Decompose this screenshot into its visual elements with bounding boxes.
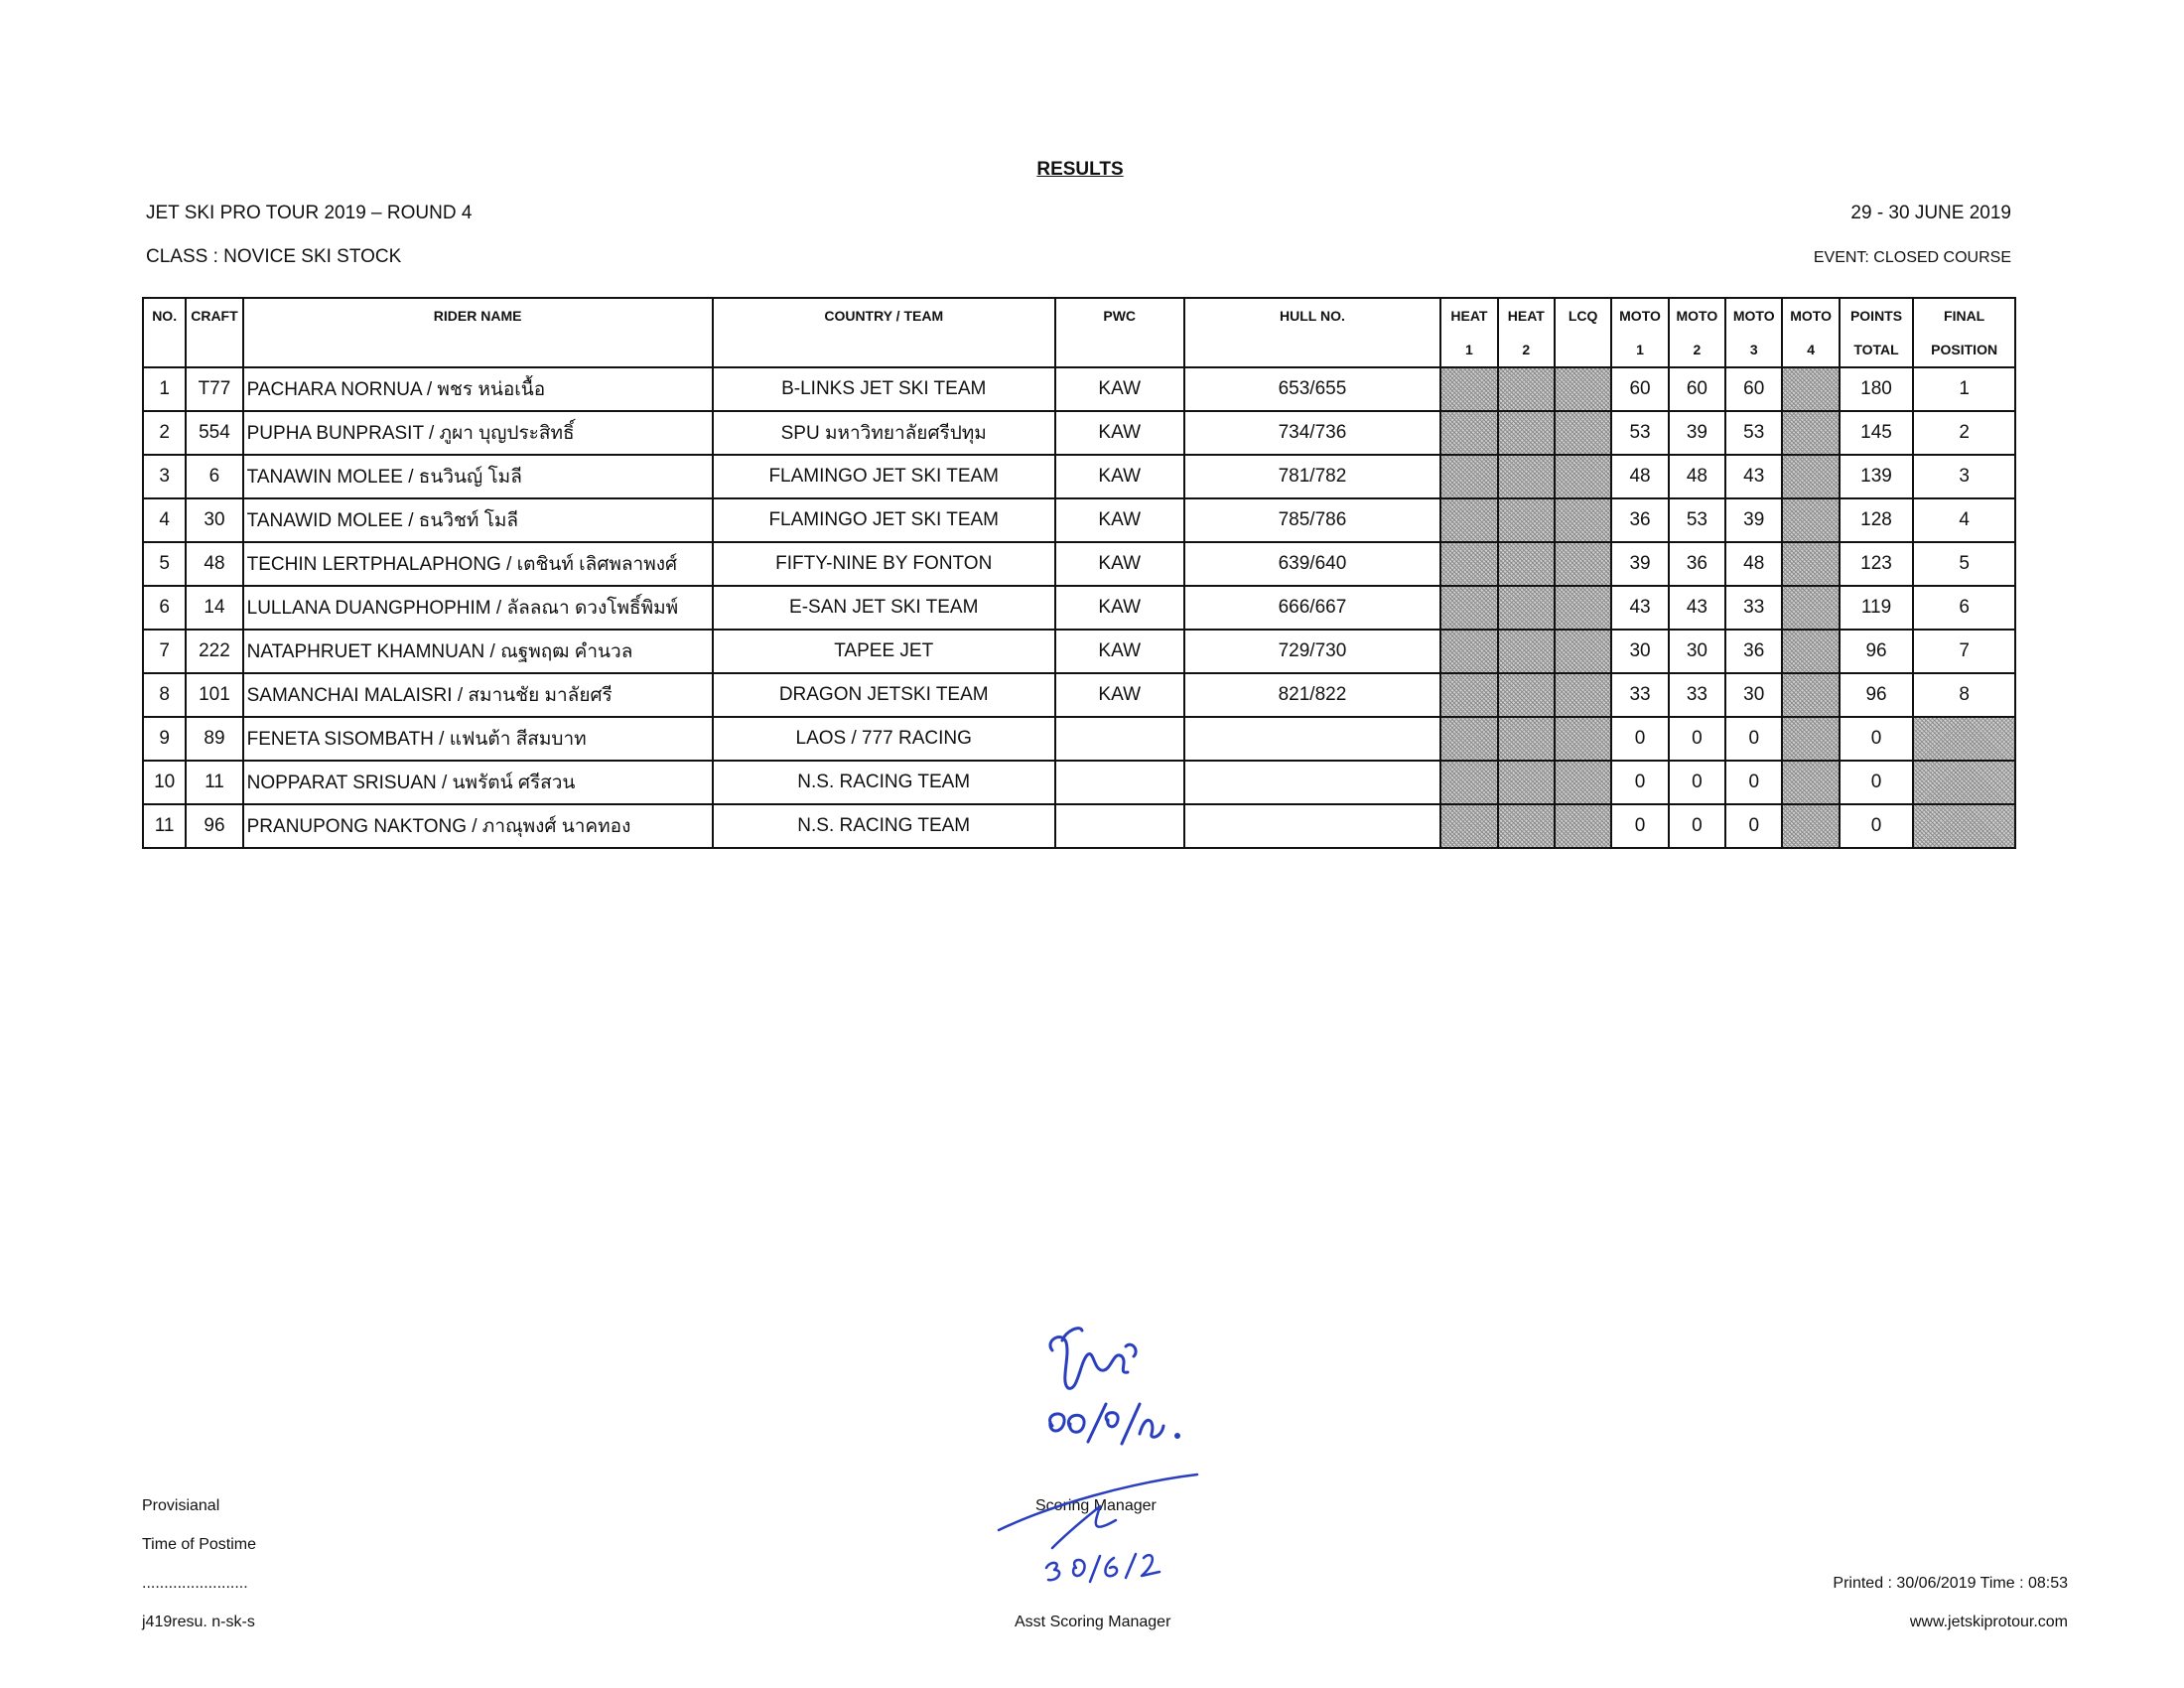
column-header-line2 bbox=[1056, 333, 1183, 366]
cell-final-position bbox=[1913, 761, 2015, 804]
cell-final-position: 6 bbox=[1913, 586, 2015, 630]
column-header-line1: FINAL bbox=[1944, 308, 1985, 324]
cell-moto-4 bbox=[1782, 498, 1839, 542]
cell-moto-2: 33 bbox=[1669, 673, 1725, 717]
cell-heat-1 bbox=[1440, 630, 1497, 673]
cell-rider-name: FENETA SISOMBATH / แฟนต้า สีสมบาท bbox=[243, 717, 713, 761]
cell-moto-4 bbox=[1782, 761, 1839, 804]
cell-craft: 101 bbox=[186, 673, 242, 717]
cell-hull-no bbox=[1184, 761, 1441, 804]
cell-no: 2 bbox=[143, 411, 186, 455]
cell-points-total: 180 bbox=[1840, 367, 1913, 411]
cell-moto-2: 0 bbox=[1669, 804, 1725, 848]
event-type: EVENT: CLOSED COURSE bbox=[1813, 249, 2011, 266]
column-header bbox=[1555, 298, 1611, 367]
cell-heat-1 bbox=[1440, 455, 1497, 498]
cell-heat-1 bbox=[1440, 761, 1497, 804]
cell-rider-name: PACHARA NORNUA / พชร หน่อเนื้อ bbox=[243, 367, 713, 411]
table-row bbox=[143, 717, 2015, 761]
cell-craft: 89 bbox=[186, 717, 242, 761]
cell-moto-3: 30 bbox=[1725, 673, 1782, 717]
cell-heat-2 bbox=[1498, 455, 1555, 498]
cell-heat-1 bbox=[1440, 717, 1497, 761]
results-table bbox=[142, 297, 2016, 849]
cell-points-total: 0 bbox=[1840, 804, 1913, 848]
cell-country-team: E-SAN JET SKI TEAM bbox=[713, 586, 1055, 630]
cell-heat-2 bbox=[1498, 411, 1555, 455]
cell-craft: 48 bbox=[186, 542, 242, 586]
column-header-line2: TOTAL bbox=[1853, 342, 1899, 357]
cell-country-team: B-LINKS JET SKI TEAM bbox=[713, 367, 1055, 411]
cell-pwc: KAW bbox=[1055, 411, 1184, 455]
column-header-line2 bbox=[1185, 333, 1440, 366]
cell-heat-1 bbox=[1440, 673, 1497, 717]
cell-country-team: N.S. RACING TEAM bbox=[713, 761, 1055, 804]
cell-heat-1 bbox=[1440, 498, 1497, 542]
cell-moto-2: 30 bbox=[1669, 630, 1725, 673]
cell-moto-2: 48 bbox=[1669, 455, 1725, 498]
table-row bbox=[143, 455, 2015, 498]
cell-hull-no: 781/782 bbox=[1184, 455, 1441, 498]
cell-moto-1: 53 bbox=[1611, 411, 1668, 455]
cell-final-position: 7 bbox=[1913, 630, 2015, 673]
cell-hull-no: 821/822 bbox=[1184, 673, 1441, 717]
column-header-line2 bbox=[244, 333, 712, 366]
cell-hull-no: 729/730 bbox=[1184, 630, 1441, 673]
cell-moto-3: 39 bbox=[1725, 498, 1782, 542]
cell-points-total: 96 bbox=[1840, 673, 1913, 717]
cell-hull-no bbox=[1184, 717, 1441, 761]
scoring-manager-signature bbox=[1023, 1311, 1221, 1479]
cell-lcq bbox=[1555, 673, 1611, 717]
cell-hull-no: 734/736 bbox=[1184, 411, 1441, 455]
cell-heat-2 bbox=[1498, 717, 1555, 761]
cell-rider-name: LULLANA DUANGPHOPHIM / ลัลลณา ดวงโพธิ์พิมพ์ bbox=[243, 586, 713, 630]
cell-moto-4 bbox=[1782, 804, 1839, 848]
column-header-line2 bbox=[187, 333, 241, 366]
cell-lcq bbox=[1555, 804, 1611, 848]
cell-country-team: SPU มหาวิทยาลัยศรีปทุม bbox=[713, 411, 1055, 455]
cell-moto-1: 43 bbox=[1611, 586, 1668, 630]
cell-moto-4 bbox=[1782, 673, 1839, 717]
cell-hull-no: 639/640 bbox=[1184, 542, 1441, 586]
column-header bbox=[1840, 298, 1913, 367]
cell-no: 4 bbox=[143, 498, 186, 542]
cell-moto-2: 53 bbox=[1669, 498, 1725, 542]
cell-hull-no: 666/667 bbox=[1184, 586, 1441, 630]
cell-lcq bbox=[1555, 498, 1611, 542]
cell-country-team: TAPEE JET bbox=[713, 630, 1055, 673]
cell-rider-name: TECHIN LERTPHALAPHONG / เตชินท์ เลิศพลาพงศ์ bbox=[243, 542, 713, 586]
cell-craft: 11 bbox=[186, 761, 242, 804]
column-header-line1: LCQ bbox=[1568, 308, 1598, 324]
cell-points-total: 0 bbox=[1840, 717, 1913, 761]
cell-moto-1: 30 bbox=[1611, 630, 1668, 673]
column-header-line1: PWC bbox=[1103, 308, 1137, 324]
table-row bbox=[143, 804, 2015, 848]
cell-rider-name: SAMANCHAI MALAISRI / สมานชัย มาลัยศรี bbox=[243, 673, 713, 717]
cell-moto-4 bbox=[1782, 717, 1839, 761]
column-header-line1: POINTS bbox=[1849, 308, 1903, 324]
cell-moto-3: 0 bbox=[1725, 717, 1782, 761]
column-header bbox=[713, 298, 1055, 367]
cell-no: 5 bbox=[143, 542, 186, 586]
cell-heat-2 bbox=[1498, 586, 1555, 630]
column-header-line2: 3 bbox=[1749, 342, 1758, 357]
asst-scoring-manager-label: Asst Scoring Manager bbox=[1015, 1614, 1171, 1630]
column-header bbox=[1611, 298, 1668, 367]
cell-rider-name: TANAWIN MOLEE / ธนวินญ์ โมลี bbox=[243, 455, 713, 498]
postime-dots: ........................ bbox=[142, 1575, 248, 1592]
cell-moto-1: 33 bbox=[1611, 673, 1668, 717]
cell-pwc: KAW bbox=[1055, 455, 1184, 498]
column-header-line1: HEAT bbox=[1507, 308, 1545, 324]
cell-points-total: 119 bbox=[1840, 586, 1913, 630]
printed-timestamp: Printed : 30/06/2019 Time : 08:53 bbox=[1833, 1575, 2068, 1592]
cell-no: 1 bbox=[143, 367, 186, 411]
cell-craft: 14 bbox=[186, 586, 242, 630]
column-header bbox=[1913, 298, 2015, 367]
cell-lcq bbox=[1555, 586, 1611, 630]
scoring-manager-label: Scoring Manager bbox=[1035, 1497, 1157, 1514]
cell-hull-no: 785/786 bbox=[1184, 498, 1441, 542]
cell-heat-2 bbox=[1498, 542, 1555, 586]
cell-final-position: 2 bbox=[1913, 411, 2015, 455]
cell-moto-3: 60 bbox=[1725, 367, 1782, 411]
cell-pwc bbox=[1055, 761, 1184, 804]
cell-hull-no: 653/655 bbox=[1184, 367, 1441, 411]
cell-pwc bbox=[1055, 717, 1184, 761]
column-header-line1: NO. bbox=[152, 308, 178, 324]
cell-no: 10 bbox=[143, 761, 186, 804]
column-header bbox=[1055, 298, 1184, 367]
table-row bbox=[143, 542, 2015, 586]
column-header-line2: 1 bbox=[1465, 342, 1473, 357]
asst-scoring-manager-signature bbox=[993, 1465, 1221, 1599]
column-header bbox=[1498, 298, 1555, 367]
time-of-postime-label: Time of Postime bbox=[142, 1536, 256, 1553]
cell-lcq bbox=[1555, 542, 1611, 586]
cell-country-team: DRAGON JETSKI TEAM bbox=[713, 673, 1055, 717]
column-header-line1: CRAFT bbox=[191, 308, 238, 324]
cell-points-total: 139 bbox=[1840, 455, 1913, 498]
cell-craft: 6 bbox=[186, 455, 242, 498]
table-row bbox=[143, 367, 2015, 411]
cell-final-position: 1 bbox=[1913, 367, 2015, 411]
cell-points-total: 145 bbox=[1840, 411, 1913, 455]
cell-moto-4 bbox=[1782, 367, 1839, 411]
cell-points-total: 128 bbox=[1840, 498, 1913, 542]
cell-craft: 96 bbox=[186, 804, 242, 848]
class-label: CLASS : NOVICE SKI STOCK bbox=[146, 246, 402, 267]
cell-pwc: KAW bbox=[1055, 673, 1184, 717]
cell-rider-name: PRANUPONG NAKTONG / ภาณุพงศ์ นาคทอง bbox=[243, 804, 713, 848]
cell-heat-1 bbox=[1440, 411, 1497, 455]
cell-no: 7 bbox=[143, 630, 186, 673]
cell-heat-1 bbox=[1440, 542, 1497, 586]
column-header bbox=[1184, 298, 1441, 367]
page-title: RESULTS bbox=[1036, 159, 1124, 180]
cell-moto-4 bbox=[1782, 411, 1839, 455]
column-header bbox=[1669, 298, 1725, 367]
cell-no: 6 bbox=[143, 586, 186, 630]
cell-rider-name: TANAWID MOLEE / ธนวิชท์ โมลี bbox=[243, 498, 713, 542]
column-header-line2: 4 bbox=[1807, 342, 1815, 357]
table-row bbox=[143, 411, 2015, 455]
cell-moto-1: 48 bbox=[1611, 455, 1668, 498]
cell-final-position: 3 bbox=[1913, 455, 2015, 498]
cell-country-team: FLAMINGO JET SKI TEAM bbox=[713, 455, 1055, 498]
column-header-line1: RIDER NAME bbox=[433, 308, 522, 324]
cell-lcq bbox=[1555, 630, 1611, 673]
table-row bbox=[143, 586, 2015, 630]
cell-lcq bbox=[1555, 367, 1611, 411]
cell-moto-2: 0 bbox=[1669, 761, 1725, 804]
table-row bbox=[143, 630, 2015, 673]
cell-heat-2 bbox=[1498, 498, 1555, 542]
cell-no: 3 bbox=[143, 455, 186, 498]
cell-country-team: N.S. RACING TEAM bbox=[713, 804, 1055, 848]
cell-moto-1: 0 bbox=[1611, 804, 1668, 848]
cell-rider-name: PUPHA BUNPRASIT / ภูผา บุญประสิทธิ์ bbox=[243, 411, 713, 455]
event-name: JET SKI PRO TOUR 2019 – ROUND 4 bbox=[146, 203, 473, 223]
cell-country-team: LAOS / 777 RACING bbox=[713, 717, 1055, 761]
cell-moto-3: 0 bbox=[1725, 804, 1782, 848]
cell-country-team: FIFTY-NINE BY FONTON bbox=[713, 542, 1055, 586]
cell-no: 9 bbox=[143, 717, 186, 761]
cell-moto-2: 43 bbox=[1669, 586, 1725, 630]
website-url: www.jetskiprotour.com bbox=[1909, 1614, 2068, 1630]
cell-moto-1: 0 bbox=[1611, 761, 1668, 804]
cell-craft: 222 bbox=[186, 630, 242, 673]
column-header bbox=[1440, 298, 1497, 367]
column-header-line2: 2 bbox=[1693, 342, 1702, 357]
cell-moto-1: 39 bbox=[1611, 542, 1668, 586]
cell-heat-2 bbox=[1498, 804, 1555, 848]
cell-moto-2: 39 bbox=[1669, 411, 1725, 455]
file-code: j419resu. n-sk-s bbox=[142, 1614, 255, 1630]
cell-moto-3: 48 bbox=[1725, 542, 1782, 586]
cell-moto-2: 0 bbox=[1669, 717, 1725, 761]
column-header-line1: HULL NO. bbox=[1280, 308, 1345, 324]
cell-moto-4 bbox=[1782, 630, 1839, 673]
cell-craft: T77 bbox=[186, 367, 242, 411]
cell-moto-3: 53 bbox=[1725, 411, 1782, 455]
cell-heat-1 bbox=[1440, 804, 1497, 848]
cell-moto-3: 0 bbox=[1725, 761, 1782, 804]
cell-moto-1: 0 bbox=[1611, 717, 1668, 761]
cell-moto-1: 60 bbox=[1611, 367, 1668, 411]
column-header-line2 bbox=[714, 333, 1054, 366]
cell-craft: 30 bbox=[186, 498, 242, 542]
cell-pwc: KAW bbox=[1055, 498, 1184, 542]
event-dates: 29 - 30 JUNE 2019 bbox=[1850, 203, 2011, 223]
column-header-line2: 1 bbox=[1636, 342, 1644, 357]
cell-lcq bbox=[1555, 717, 1611, 761]
column-header bbox=[1725, 298, 1782, 367]
cell-moto-2: 60 bbox=[1669, 367, 1725, 411]
column-header-line2: 2 bbox=[1522, 342, 1531, 357]
column-header-line2 bbox=[144, 333, 185, 366]
column-header bbox=[243, 298, 713, 367]
cell-pwc: KAW bbox=[1055, 630, 1184, 673]
cell-points-total: 123 bbox=[1840, 542, 1913, 586]
column-header-line1: HEAT bbox=[1450, 308, 1488, 324]
cell-hull-no bbox=[1184, 804, 1441, 848]
cell-moto-3: 36 bbox=[1725, 630, 1782, 673]
column-header bbox=[186, 298, 242, 367]
column-header bbox=[1782, 298, 1839, 367]
cell-moto-2: 36 bbox=[1669, 542, 1725, 586]
column-header-line1: MOTO bbox=[1619, 308, 1661, 324]
cell-final-position: 5 bbox=[1913, 542, 2015, 586]
cell-no: 11 bbox=[143, 804, 186, 848]
cell-heat-2 bbox=[1498, 761, 1555, 804]
cell-points-total: 96 bbox=[1840, 630, 1913, 673]
cell-heat-1 bbox=[1440, 367, 1497, 411]
cell-pwc: KAW bbox=[1055, 542, 1184, 586]
cell-pwc bbox=[1055, 804, 1184, 848]
cell-pwc: KAW bbox=[1055, 586, 1184, 630]
cell-final-position bbox=[1913, 804, 2015, 848]
cell-final-position: 8 bbox=[1913, 673, 2015, 717]
cell-points-total: 0 bbox=[1840, 761, 1913, 804]
cell-moto-4 bbox=[1782, 455, 1839, 498]
cell-final-position bbox=[1913, 717, 2015, 761]
cell-pwc: KAW bbox=[1055, 367, 1184, 411]
cell-lcq bbox=[1555, 411, 1611, 455]
column-header bbox=[143, 298, 186, 367]
cell-moto-1: 36 bbox=[1611, 498, 1668, 542]
table-row bbox=[143, 498, 2015, 542]
column-header-line1: MOTO bbox=[1732, 308, 1775, 324]
cell-lcq bbox=[1555, 761, 1611, 804]
column-header-line1: MOTO bbox=[1676, 308, 1718, 324]
cell-no: 8 bbox=[143, 673, 186, 717]
table-header bbox=[143, 298, 2015, 367]
provisional-label: Provisianal bbox=[142, 1497, 220, 1514]
cell-heat-1 bbox=[1440, 586, 1497, 630]
table-row bbox=[143, 673, 2015, 717]
cell-final-position: 4 bbox=[1913, 498, 2015, 542]
column-header-line2: POSITION bbox=[1931, 342, 1998, 357]
table-row bbox=[143, 761, 2015, 804]
cell-moto-3: 33 bbox=[1725, 586, 1782, 630]
cell-country-team: FLAMINGO JET SKI TEAM bbox=[713, 498, 1055, 542]
column-header-line2 bbox=[1556, 333, 1610, 366]
cell-moto-4 bbox=[1782, 586, 1839, 630]
cell-rider-name: NATAPHRUET KHAMNUAN / ณฐพฤฒ คำนวล bbox=[243, 630, 713, 673]
cell-heat-2 bbox=[1498, 630, 1555, 673]
cell-heat-2 bbox=[1498, 673, 1555, 717]
cell-rider-name: NOPPARAT SRISUAN / นพรัตน์ ศรีสวน bbox=[243, 761, 713, 804]
column-header-line1: MOTO bbox=[1790, 308, 1832, 324]
cell-craft: 554 bbox=[186, 411, 242, 455]
cell-moto-3: 43 bbox=[1725, 455, 1782, 498]
cell-moto-4 bbox=[1782, 542, 1839, 586]
column-header-line1: COUNTRY / TEAM bbox=[824, 308, 944, 324]
cell-lcq bbox=[1555, 455, 1611, 498]
cell-heat-2 bbox=[1498, 367, 1555, 411]
